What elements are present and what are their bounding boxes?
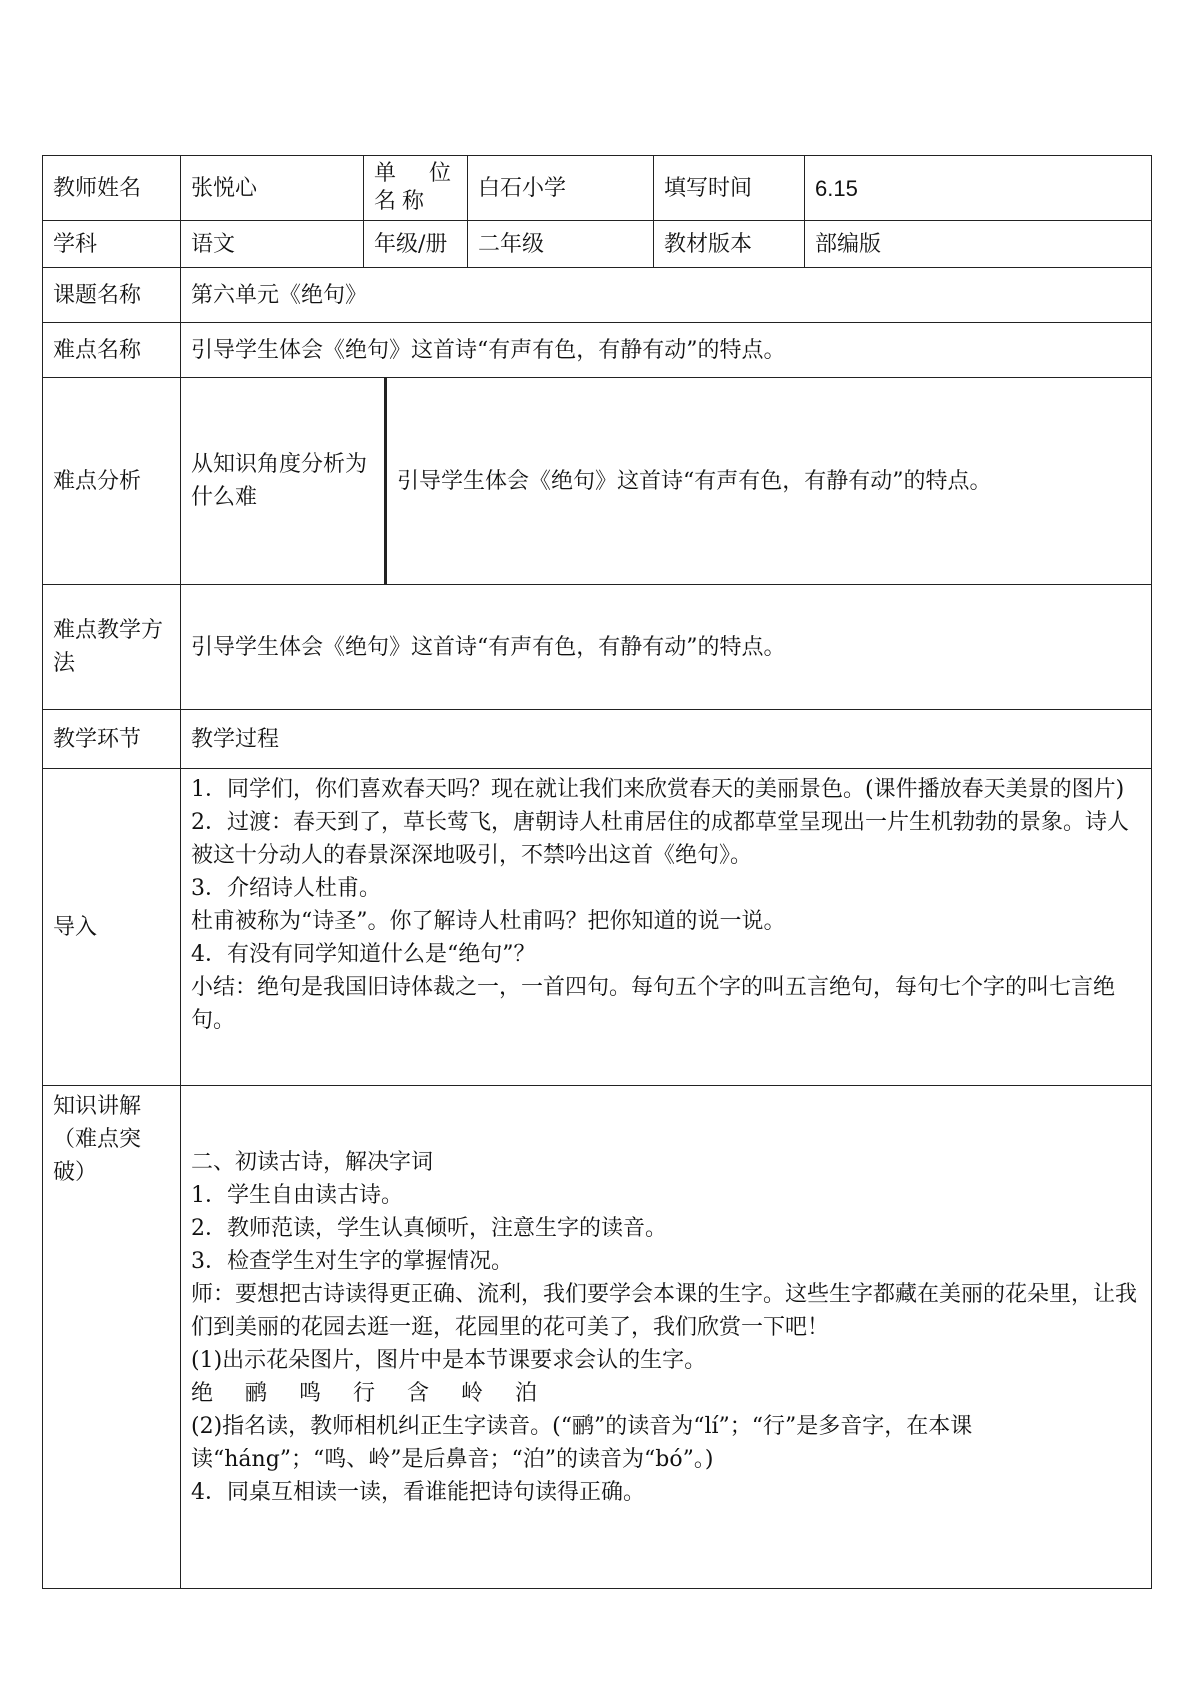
row-analysis (43, 378, 1152, 585)
knowledge-paragraph: 4．同桌互相读一读，看谁能把诗句读得正确。 (191, 1480, 645, 1505)
new-character: 泊 (515, 1381, 538, 1406)
new-character: 行 (353, 1381, 376, 1406)
lesson-plan-table (42, 155, 1151, 1589)
knowledge-paragraph: (1)出示花朵图片，图片中是本节课要求会认的生字。 (191, 1348, 707, 1373)
knowledge-paragraph: 师：要想把古诗读得更正确、流利，我们要学会本课的生字。这些生字都藏在美丽的花朵里，让我们到美丽的花园去逛一逛，花园里的花可美了，我们欣赏一下吧！ (191, 1282, 1138, 1340)
intro-label: 导入 (43, 769, 181, 1086)
topic-label: 课题名称 (43, 268, 181, 323)
teacher-label: 教师姓名 (43, 156, 181, 221)
edition-value: 部编版 (805, 221, 1152, 268)
new-character: 鹂 (245, 1381, 268, 1406)
difficulty-value: 引导学生体会《绝句》这首诗“有声有色，有静有动”的特点。 (181, 323, 1152, 378)
time-value: 6.15 (805, 156, 1152, 221)
steps-label: 教学环节 (43, 710, 181, 769)
unit-label-text: 单位名称 (374, 161, 457, 214)
knowledge-paragraph: (2)指名读，教师相机纠正生字读音。(“鹂”的读音为“lí”；“行”是多音字，在本课读“háng”；“鸣、岭”是后鼻音；“泊”的读音为“bó”。) (191, 1414, 973, 1472)
row-steps-header (43, 710, 1152, 769)
intro-paragraph: 杜甫被称为“诗圣”。你了解诗人杜甫吗？把你知道的说一说。 (191, 909, 786, 934)
difficulty-label: 难点名称 (43, 323, 181, 378)
intro-content (181, 769, 1152, 1086)
new-character: 绝 (191, 1381, 214, 1406)
teacher-value: 张悦心 (181, 156, 364, 221)
intro-paragraph: 3．介绍诗人杜甫。 (191, 876, 381, 901)
intro-paragraph: 1．同学们，你们喜欢春天吗？现在就让我们来欣赏春天的美丽景色。(课件播放春天美景的图片) (191, 777, 1125, 802)
knowledge-paragraph: 1．学生自由读古诗。 (191, 1183, 403, 1208)
time-label: 填写时间 (654, 156, 805, 221)
intro-paragraph: 小结：绝句是我国旧诗体裁之一，一首四句。每句五个字的叫五言绝句，每句七个字的叫七言绝句。 (191, 975, 1116, 1033)
row-knowledge (43, 1086, 1152, 1589)
knowledge-paragraph: 3．检查学生对生字的掌握情况。 (191, 1249, 513, 1274)
steps-value: 教学过程 (181, 710, 1152, 769)
knowledge-content (181, 1086, 1152, 1589)
topic-value: 第六单元《绝句》 (181, 268, 1152, 323)
new-character: 岭 (461, 1381, 484, 1406)
analysis-inner-table (181, 378, 1151, 584)
knowledge-paragraph: 2．教师范读，学生认真倾听，注意生字的读音。 (191, 1216, 667, 1241)
method-value: 引导学生体会《绝句》这首诗“有声有色，有静有动”的特点。 (181, 585, 1152, 710)
intro-paragraph: 4．有没有同学知道什么是“绝句”？ (191, 942, 536, 967)
analysis-cell (181, 378, 1152, 585)
grade-label: 年级/册 (364, 221, 468, 268)
new-character: 鸣 (299, 1381, 322, 1406)
row-basic-info (43, 156, 1152, 221)
intro-paragraph: 2．过渡：春天到了，草长莺飞，唐朝诗人杜甫居住的成都草堂呈现出一片生机勃勃的景象。诗人被这十分动人的春景深深地吸引，不禁吟出这首《绝句》。 (191, 810, 1130, 868)
row-topic (43, 268, 1152, 323)
analysis-label: 难点分析 (43, 378, 181, 585)
unit-value: 白石小学 (468, 156, 654, 221)
analysis-sub-label: 从知识角度分析为什么难 (181, 378, 386, 584)
subject-value: 语文 (181, 221, 364, 268)
row-method (43, 585, 1152, 710)
new-character: 含 (407, 1381, 430, 1406)
method-label: 难点教学方法 (43, 585, 181, 710)
new-characters (191, 1377, 1141, 1410)
grade-value: 二年级 (468, 221, 654, 268)
row-intro (43, 769, 1152, 1086)
row-subject-info (43, 221, 1152, 268)
subject-label: 学科 (43, 221, 181, 268)
knowledge-label: 知识讲解（难点突破） (43, 1086, 181, 1589)
unit-label (364, 156, 468, 221)
row-difficulty (43, 323, 1152, 378)
knowledge-paragraph: 二、初读古诗，解决字词 (191, 1150, 434, 1175)
edition-label: 教材版本 (654, 221, 805, 268)
analysis-value: 引导学生体会《绝句》这首诗“有声有色，有静有动”的特点。 (397, 468, 992, 494)
